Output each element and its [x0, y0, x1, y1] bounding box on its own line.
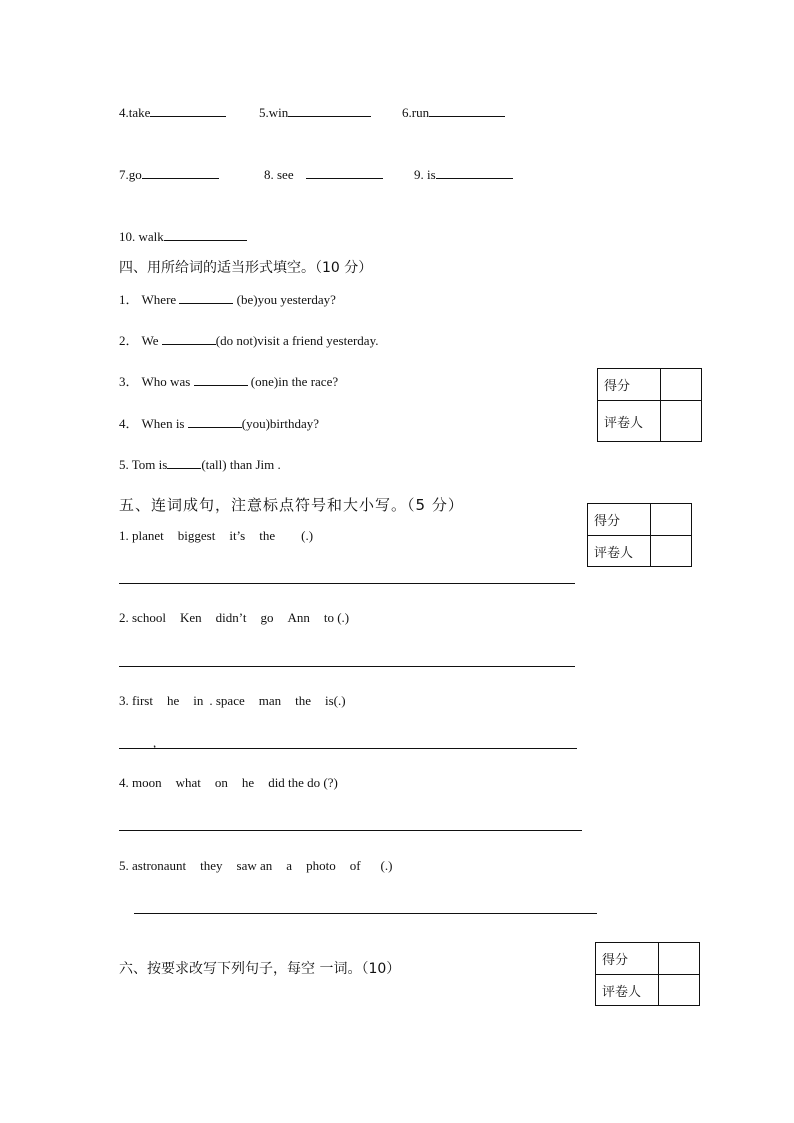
- answer-blank[interactable]: [306, 166, 383, 179]
- word: a: [286, 858, 293, 873]
- answer-blank[interactable]: [142, 166, 219, 179]
- item-text: Where: [141, 292, 177, 307]
- score-cell[interactable]: [659, 943, 700, 975]
- grader-cell[interactable]: [651, 536, 692, 567]
- item-text: When is: [141, 416, 185, 431]
- word: go: [260, 610, 274, 625]
- item-text: (do not)visit a friend yesterday.: [215, 333, 379, 348]
- answer-blank[interactable]: [162, 332, 216, 345]
- answer-line[interactable]: [119, 830, 582, 831]
- scrambled-item: [119, 775, 338, 791]
- grader-label: 评卷人: [588, 536, 651, 567]
- word: they: [200, 858, 223, 873]
- score-cell[interactable]: [661, 369, 702, 401]
- item-text: Who was: [141, 374, 191, 389]
- word: (.): [301, 528, 314, 543]
- item-text: (one)in the race?: [250, 374, 339, 389]
- word: planet: [132, 528, 164, 543]
- item-number: 3．: [119, 374, 139, 389]
- score-box: [587, 503, 692, 567]
- grader-cell[interactable]: [659, 975, 700, 1006]
- answer-blank[interactable]: [436, 166, 513, 179]
- answer-line[interactable]: [119, 583, 575, 584]
- section-4-title: 四、用所给词的适当形式填空。（10 分）: [119, 260, 373, 276]
- section-5-title: 五、连词成句，注意标点符号和大小写。（5 分）: [119, 496, 464, 514]
- vocab-item: [259, 104, 371, 121]
- word: on: [214, 775, 228, 790]
- fill-in-item: [119, 332, 378, 349]
- word: of: [349, 858, 361, 873]
- word: is(.): [325, 693, 346, 708]
- scrambled-item: [119, 610, 349, 626]
- answer-blank[interactable]: [150, 104, 226, 117]
- grader-label: 评卷人: [598, 401, 661, 442]
- fill-in-item: [119, 373, 338, 390]
- word: school: [132, 610, 166, 625]
- vocab-label: 5.win: [259, 105, 289, 120]
- word: biggest: [177, 528, 216, 543]
- answer-line[interactable]: [119, 666, 575, 667]
- item-text: (you)birthday?: [241, 416, 320, 431]
- item-text: (be)you yesterday?: [236, 292, 336, 307]
- scrambled-item: [119, 693, 346, 709]
- grader-label: 评卷人: [596, 975, 659, 1006]
- item-text: Tom is: [131, 457, 168, 472]
- answer-blank[interactable]: [194, 373, 248, 386]
- answer-blank[interactable]: [429, 104, 505, 117]
- word: in: [193, 693, 204, 708]
- word: moon: [132, 775, 162, 790]
- word: Ken: [179, 610, 202, 625]
- grader-cell[interactable]: [661, 401, 702, 442]
- word: he: [166, 693, 180, 708]
- item-number: 1．: [119, 292, 139, 307]
- vocab-item: [119, 228, 247, 245]
- score-label: 得分: [598, 369, 661, 401]
- item-number: 5.: [119, 457, 129, 472]
- score-label: 得分: [588, 504, 651, 536]
- vocab-label: 10. walk: [119, 229, 164, 244]
- item-number: 4．: [119, 416, 139, 431]
- score-box: [595, 942, 700, 1006]
- item-number: 5.: [119, 858, 129, 873]
- item-number: 2.: [119, 610, 129, 625]
- word: (.): [380, 858, 393, 873]
- answer-blank[interactable]: [164, 228, 247, 241]
- word: what: [175, 775, 201, 790]
- answer-blank[interactable]: [288, 104, 371, 117]
- word: astronaunt: [132, 858, 187, 873]
- answer-blank[interactable]: [167, 456, 201, 469]
- word: to (.): [323, 610, 350, 625]
- word: photo: [306, 858, 336, 873]
- vocab-label: 6.run: [402, 105, 430, 120]
- word: saw an: [236, 858, 273, 873]
- vocab-label: 4.take: [119, 105, 151, 120]
- item-number: 1.: [119, 528, 129, 543]
- answer-blank[interactable]: [179, 291, 233, 304]
- item-number: 3.: [119, 693, 129, 708]
- answer-comma: ,: [153, 735, 157, 750]
- score-cell[interactable]: [651, 504, 692, 536]
- word: . space: [209, 693, 245, 708]
- vocab-label: 9. is: [414, 167, 436, 182]
- vocab-item: [414, 166, 513, 183]
- item-text: (tall) than Jim .: [201, 457, 281, 472]
- answer-blank[interactable]: [188, 415, 242, 428]
- answer-line[interactable]: [134, 913, 597, 914]
- score-box: [597, 368, 702, 442]
- fill-in-item: [119, 456, 281, 473]
- vocab-item: [264, 166, 383, 183]
- item-number: 4.: [119, 775, 129, 790]
- vocab-label: 8. see: [264, 167, 294, 182]
- fill-in-item: [119, 415, 319, 432]
- word: it’s: [229, 528, 246, 543]
- vocab-label: 7.go: [119, 167, 142, 182]
- score-label: 得分: [596, 943, 659, 975]
- item-number: 2．: [119, 333, 139, 348]
- word: didn’t: [215, 610, 247, 625]
- vocab-item: [402, 104, 505, 121]
- word: man: [258, 693, 282, 708]
- word: Ann: [287, 610, 310, 625]
- word: first: [132, 693, 153, 708]
- word: the: [295, 693, 312, 708]
- scrambled-item: [119, 528, 313, 544]
- item-text: We: [141, 333, 159, 348]
- answer-line[interactable]: [119, 748, 577, 749]
- word: he: [241, 775, 255, 790]
- vocab-item: [119, 104, 226, 121]
- section-6-title: 六、按要求改写下列句子，每空 一词。（10）: [119, 961, 401, 977]
- word: did the do (?): [268, 775, 338, 790]
- scrambled-item: [119, 858, 392, 874]
- vocab-item: [119, 166, 219, 183]
- word: the: [259, 528, 276, 543]
- fill-in-item: [119, 291, 336, 308]
